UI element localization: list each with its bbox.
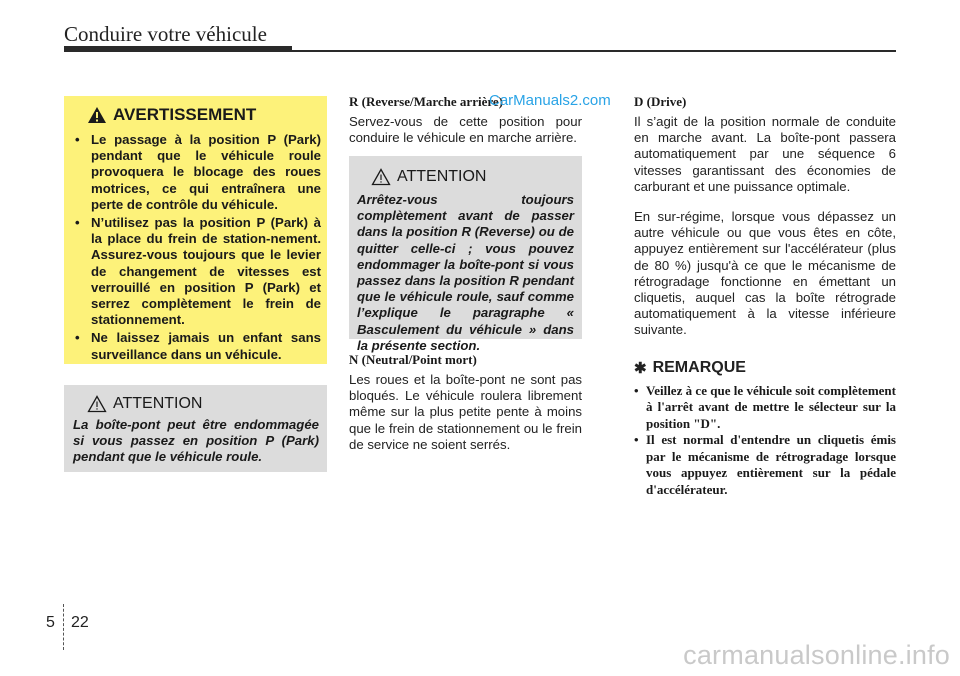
attention-title-text: ATTENTION [397,168,487,185]
page-header-title: Conduire votre véhicule [64,22,267,46]
remark-star-icon: ✱ [634,359,647,377]
warning-item: • Ne laissez jamais un enfant sans surveillance dans un véhicule. [73,330,321,362]
attention-box-park [64,385,327,472]
drive-paragraph: Il s’agit de la position normale de conduite en marche avant. La boîte-pont passera automatiquement par une séquence 6 vitesses garantissant des économies de carburant et une puissance optimale. [634,114,896,194]
header-rule [64,50,896,52]
remark-title-text: REMARQUE [652,358,746,376]
reverse-heading: R (Reverse/Marche arrière) [349,94,503,109]
neutral-heading: N (Neutral/Point mort) [349,352,477,367]
drive-heading: D (Drive) [634,94,687,109]
footer-watermark: carmanualsonline.info [683,640,950,670]
warning-triangle-icon [87,106,107,124]
attention-box-reverse [349,156,582,353]
attention-box-title [371,168,574,186]
remark-item: • Veillez à ce que le véhicule soit complètement à l'arrêt avant de mettre le sélecteur sur la position "D". [634,383,896,433]
warning-box-title [87,105,321,125]
attention-title-text: ATTENTION [113,395,203,412]
caution-triangle-icon [87,395,107,413]
attention-text: Arrêtez-vous toujours complètement avant de passer dans la position R (Reverse) ou de quitter celle-ci ; vous pouvez endommager la boîte-pont si vous passez dans la position R pendant que le véhicule roule, sauf comme l’explique le paragraphe « Basculement du véhicule » dans la présente section. [357,192,574,353]
attention-box-title [87,395,319,413]
footer-section-number: 5 [46,614,55,631]
site-watermark: CarManuals2.com [489,92,611,109]
neutral-text: Les roues et la boîte-pont ne sont pas bloqués. Le véhicule roulera librement même sur la plus petite pente à moins que le frein de stationnement ou le frein de service ne soient serrés. [349,372,582,452]
neutral-section [349,352,582,453]
warning-title-text: AVERTISSEMENT [113,105,257,124]
reverse-text: Servez-vous de cette position pour conduire le véhicule en marche arrière. [349,114,582,146]
caution-triangle-icon [371,168,391,186]
footer-divider [63,604,64,650]
attention-text: La boîte-pont peut être endommagée si vous passez en position P (Park) pendant que le véhicule roule. [73,417,319,465]
footer-page-number: 22 [71,614,89,631]
warning-item: • N’utilisez pas la position P (Park) à la place du frein de station-nement. Assurez-vous toujours que le levier de changement de vitesses est verrouillé en position P (Park) et serrez complètement le frein de stationnement. [73,215,321,328]
warning-box [64,96,327,364]
remark-item: • Il est normal d'entendre un cliquetis émis par le mécanisme de rétrogradage lorsque vous appuyez entièrement sur la pédale d'accélérateur. [634,432,896,498]
warning-list [73,132,321,363]
drive-section [634,94,896,498]
drive-paragraph: En sur-régime, lorsque vous dépassez un autre véhicule ou que vous êtes en côte, appuyez entièrement sur l'accélérateur (plus de 80 %) jusqu'à ce que le mécanisme de rétrogradage fonctionne en émettant un cliquetis, auquel cas la boîte rétrograde automatiquement à la vitesse inférieure suivante. [634,209,896,338]
remark-list [634,383,896,499]
remark-title [634,359,896,377]
warning-item: • Le passage à la position P (Park) pendant que le véhicule roule provoquera le blocage des roues motrices, ce qui entraînera une perte de contrôle du véhicule. [73,132,321,213]
